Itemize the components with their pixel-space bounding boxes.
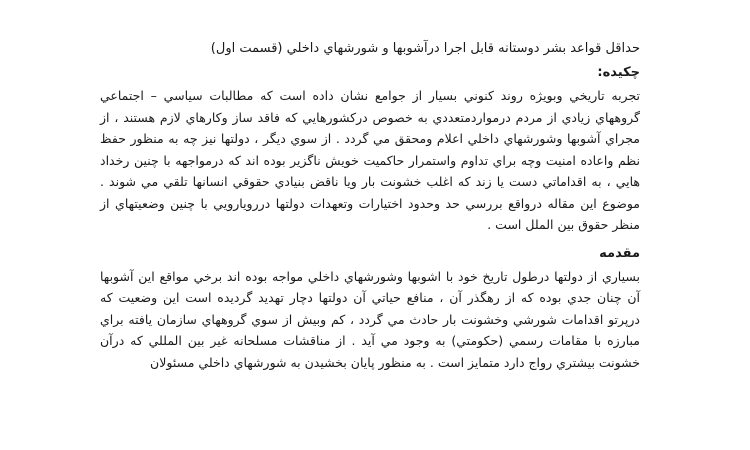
document-page bbox=[100, 38, 640, 373]
document-title: حداقل قواعد بشر دوستانه قابل اجرا درآشوبها و شورشهاي داخلي (قسمت اول) bbox=[210, 41, 640, 56]
abstract-heading: چكيده: bbox=[597, 65, 640, 80]
intro-paragraph: بسياري از دولتها درطول تاريخ خود با اشوبها وشورشهاي داخلي مواجه بوده اند برخي مواقع اين آشوبها آن چنان جدي بوده كه از رهگذر آن ، منافع حياتي آن دولتها دچار تهديد گرديده است اين وضعيت كه درپرتو اقدامات شورشي وخشونت بار حادث مي گردد ، كم وبيش از سوي گروههاي سازمان يافته براي مبارزه با مقامات رسمي (حكومتي) به وجود مي آيد . از مناقشات مسلحانه غير بين المللي كه درآن خشونت بيشتري رواج دارد متمايز است . به منظور پايان بخشيدن به شورشهاي داخلي مسئولان bbox=[100, 268, 640, 370]
section-gap bbox=[100, 236, 640, 240]
intro-heading: مقدمه bbox=[599, 245, 640, 261]
abstract-paragraph: تجربه تاريخي وبويژه روند كنوني بسيار از جوامع نشان داده است كه مطالبات سياسي – اجتماعي گروههاي زيادي از مردم درمواردمتعددي به خصوص دركشورهايي كه فاقد ساز وكارهاي لازم هستند ، از مجراي آشوبها وشورشهاي داخلي اعلام ومحقق مي گردد . از سوي ديگر ، دولتها نيز چه به منظور حفظ نظم واعاده امنيت وچه براي تداوم واستمرار حاكميت خويش ناگزير بوده اند كه درمواجهه با چنين رخداد هايي ، به اقداماتي دست يا زند كه اغلب خشونت بار ويا ناقض بنيادي حقوقي انسانها تلقي مي شوند . موضوع اين مقاله درواقع بررسي حد وحدود اختيارات وتعهدات دولتها دررويارويي با چنين وضعيتهاي از منظر حقوق بين الملل است . bbox=[100, 88, 640, 232]
